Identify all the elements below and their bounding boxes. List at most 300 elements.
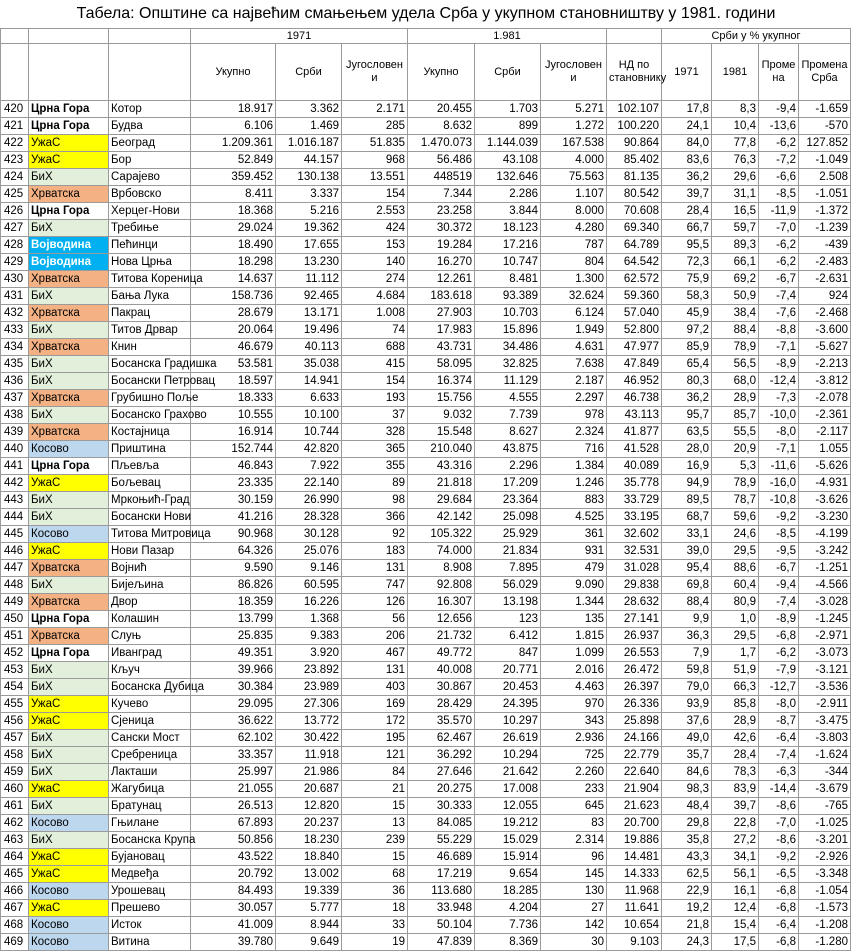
cell-total-1971: 64.326 — [191, 543, 276, 560]
cell-serbs-change: -1.049 — [799, 152, 851, 169]
cell-nd-per-capita: 27.141 — [607, 611, 662, 628]
cell-row-number: 455 — [1, 696, 29, 713]
cell-share-1971: 24,1 — [662, 118, 712, 135]
cell-row-number: 427 — [1, 220, 29, 237]
cell-serbs-change: 1.055 — [799, 441, 851, 458]
cell-serbs-1971: 18.230 — [276, 832, 342, 849]
cell-nd-per-capita: 19.886 — [607, 832, 662, 849]
cell-serbs-1971: 1.469 — [276, 118, 342, 135]
cell-share-1971: 28,4 — [662, 203, 712, 220]
cell-serbs-1981: 123 — [475, 611, 541, 628]
cell-yugoslavs-1981: 83 — [541, 815, 607, 832]
table-row — [1, 577, 851, 594]
cell-serbs-change: -2.926 — [799, 849, 851, 866]
cell-serbs-change: -765 — [799, 798, 851, 815]
cell-serbs-change: -1.573 — [799, 900, 851, 917]
cell-serbs-1971: 16.226 — [276, 594, 342, 611]
cell-nd-per-capita: 32.602 — [607, 526, 662, 543]
cell-serbs-change: -1.208 — [799, 917, 851, 934]
cell-total-1971: 16.914 — [191, 424, 276, 441]
cell-region: Хрватска — [29, 186, 109, 203]
cell-share-change: -10,0 — [759, 407, 799, 424]
cell-serbs-change: -439 — [799, 237, 851, 254]
cell-serbs-change: -2.971 — [799, 628, 851, 645]
cell-municipality: Будва — [109, 118, 191, 135]
cell-municipality: Мркоњић-Град — [109, 492, 191, 509]
cell-nd-per-capita: 59.360 — [607, 288, 662, 305]
cell-serbs-1971: 6.633 — [276, 390, 342, 407]
cell-serbs-change: -3.201 — [799, 832, 851, 849]
table-row — [1, 441, 851, 458]
cell-yugoslavs-1971: 366 — [342, 509, 408, 526]
cell-yugoslavs-1981: 1.384 — [541, 458, 607, 475]
cell-municipality: Сјеница — [109, 713, 191, 730]
cell-share-change: -7,4 — [759, 594, 799, 611]
cell-share-1971: 95,7 — [662, 407, 712, 424]
cell-municipality: Нова Црња — [109, 254, 191, 271]
cell-serbs-1981: 32.825 — [475, 356, 541, 373]
cell-share-1981: 55,5 — [712, 424, 759, 441]
header-yugo-1971: Југословени — [342, 44, 408, 101]
cell-total-1981: 30.372 — [408, 220, 475, 237]
cell-yugoslavs-1981: 30 — [541, 934, 607, 951]
cell-serbs-1971: 60.595 — [276, 577, 342, 594]
cell-share-change: -6,2 — [759, 645, 799, 662]
cell-yugoslavs-1971: 33 — [342, 917, 408, 934]
cell-serbs-change: -1.239 — [799, 220, 851, 237]
cell-total-1971: 18.333 — [191, 390, 276, 407]
cell-share-1981: 88,4 — [712, 322, 759, 339]
cell-total-1971: 90.968 — [191, 526, 276, 543]
cell-region: УжаС — [29, 713, 109, 730]
cell-yugoslavs-1981: 32.624 — [541, 288, 607, 305]
cell-share-1971: 35,7 — [662, 747, 712, 764]
cell-share-1971: 84,6 — [662, 764, 712, 781]
cell-yugoslavs-1971: 206 — [342, 628, 408, 645]
cell-yugoslavs-1971: 13.551 — [342, 169, 408, 186]
cell-total-1981: 92.808 — [408, 577, 475, 594]
cell-region: УжаС — [29, 543, 109, 560]
cell-serbs-1971: 28.328 — [276, 509, 342, 526]
cell-serbs-change: -2.468 — [799, 305, 851, 322]
cell-yugoslavs-1981: 2.187 — [541, 373, 607, 390]
cell-serbs-change: 127.852 — [799, 135, 851, 152]
cell-share-change: -6,7 — [759, 271, 799, 288]
cell-yugoslavs-1981: 1.949 — [541, 322, 607, 339]
cell-yugoslavs-1971: 15 — [342, 798, 408, 815]
cell-serbs-1971: 9.146 — [276, 560, 342, 577]
cell-share-1981: 28,4 — [712, 747, 759, 764]
cell-total-1971: 13.799 — [191, 611, 276, 628]
cell-serbs-1981: 15.029 — [475, 832, 541, 849]
cell-total-1971: 33.357 — [191, 747, 276, 764]
cell-share-1971: 75,9 — [662, 271, 712, 288]
cell-municipality: Бољевац — [109, 475, 191, 492]
cell-serbs-1981: 10.747 — [475, 254, 541, 271]
cell-nd-per-capita: 90.864 — [607, 135, 662, 152]
table-row — [1, 203, 851, 220]
cell-share-1981: 27,2 — [712, 832, 759, 849]
cell-serbs-change: -1.251 — [799, 560, 851, 577]
cell-share-1981: 16,5 — [712, 203, 759, 220]
cell-share-1981: 76,3 — [712, 152, 759, 169]
cell-region: БиХ — [29, 288, 109, 305]
cell-serbs-1971: 44.157 — [276, 152, 342, 169]
cell-region: Црна Гора — [29, 458, 109, 475]
cell-row-number: 452 — [1, 645, 29, 662]
cell-region: Хрватска — [29, 305, 109, 322]
cell-nd-per-capita: 57.040 — [607, 305, 662, 322]
cell-nd-per-capita: 25.898 — [607, 713, 662, 730]
cell-share-1971: 7,9 — [662, 645, 712, 662]
cell-serbs-1981: 6.412 — [475, 628, 541, 645]
cell-total-1981: 8.908 — [408, 560, 475, 577]
cell-municipality: Слуњ — [109, 628, 191, 645]
cell-nd-per-capita: 43.113 — [607, 407, 662, 424]
cell-serbs-change: -5.627 — [799, 339, 851, 356]
header-change-serbs: Промена Срба — [799, 44, 851, 101]
cell-row-number: 421 — [1, 118, 29, 135]
cell-serbs-1971: 8.944 — [276, 917, 342, 934]
cell-region: УжаС — [29, 849, 109, 866]
cell-share-change: -8,9 — [759, 611, 799, 628]
cell-serbs-1971: 30.128 — [276, 526, 342, 543]
cell-row-number: 453 — [1, 662, 29, 679]
cell-region: БиХ — [29, 679, 109, 696]
table-row — [1, 186, 851, 203]
cell-yugoslavs-1981: 130 — [541, 883, 607, 900]
cell-nd-per-capita: 102.107 — [607, 101, 662, 118]
cell-share-1981: 10,4 — [712, 118, 759, 135]
cell-yugoslavs-1981: 787 — [541, 237, 607, 254]
cell-serbs-1981: 7.736 — [475, 917, 541, 934]
table-row — [1, 339, 851, 356]
cell-total-1981: 20.275 — [408, 781, 475, 798]
cell-yugoslavs-1981: 804 — [541, 254, 607, 271]
cell-share-change: -8,5 — [759, 526, 799, 543]
cell-yugoslavs-1971: 126 — [342, 594, 408, 611]
cell-serbs-1981: 43.108 — [475, 152, 541, 169]
cell-row-number: 445 — [1, 526, 29, 543]
cell-row-number: 461 — [1, 798, 29, 815]
cell-share-change: -6,8 — [759, 934, 799, 951]
cell-total-1981: 27.646 — [408, 764, 475, 781]
cell-serbs-1971: 5.777 — [276, 900, 342, 917]
cell-total-1981: 74.000 — [408, 543, 475, 560]
cell-row-number: 460 — [1, 781, 29, 798]
cell-yugoslavs-1981: 978 — [541, 407, 607, 424]
cell-total-1981: 36.292 — [408, 747, 475, 764]
cell-region: БиХ — [29, 322, 109, 339]
cell-serbs-change: -3.679 — [799, 781, 851, 798]
cell-region: БиХ — [29, 730, 109, 747]
cell-share-1971: 95,5 — [662, 237, 712, 254]
cell-total-1981: 46.689 — [408, 849, 475, 866]
cell-total-1981: 55.229 — [408, 832, 475, 849]
cell-total-1971: 86.826 — [191, 577, 276, 594]
cell-yugoslavs-1971: 968 — [342, 152, 408, 169]
cell-row-number: 432 — [1, 305, 29, 322]
cell-serbs-change: -3.812 — [799, 373, 851, 390]
cell-share-1981: 85,7 — [712, 407, 759, 424]
header-total-1971: Укупно — [191, 44, 276, 101]
cell-share-change: -11,6 — [759, 458, 799, 475]
cell-share-change: -16,0 — [759, 475, 799, 492]
cell-yugoslavs-1981: 142 — [541, 917, 607, 934]
cell-share-1981: 78,9 — [712, 339, 759, 356]
cell-row-number: 425 — [1, 186, 29, 203]
cell-total-1981: 16.374 — [408, 373, 475, 390]
cell-serbs-change: -2.361 — [799, 407, 851, 424]
table-row — [1, 526, 851, 543]
cell-row-number: 431 — [1, 288, 29, 305]
table-row — [1, 917, 851, 934]
cell-serbs-change: -4.199 — [799, 526, 851, 543]
cell-yugoslavs-1971: 98 — [342, 492, 408, 509]
cell-total-1971: 25.835 — [191, 628, 276, 645]
cell-municipality: Титов Дрвар — [109, 322, 191, 339]
cell-serbs-1981: 8.481 — [475, 271, 541, 288]
cell-serbs-1971: 42.820 — [276, 441, 342, 458]
cell-share-change: -9,2 — [759, 849, 799, 866]
cell-serbs-1981: 23.364 — [475, 492, 541, 509]
cell-yugoslavs-1971: 37 — [342, 407, 408, 424]
cell-total-1981: 19.284 — [408, 237, 475, 254]
cell-yugoslavs-1981: 7.638 — [541, 356, 607, 373]
cell-serbs-change: -344 — [799, 764, 851, 781]
cell-total-1971: 28.679 — [191, 305, 276, 322]
cell-row-number: 424 — [1, 169, 29, 186]
cell-region: Косово — [29, 441, 109, 458]
cell-share-1971: 95,4 — [662, 560, 712, 577]
cell-total-1971: 18.917 — [191, 101, 276, 118]
cell-serbs-1981: 17.008 — [475, 781, 541, 798]
cell-share-1981: 77,8 — [712, 135, 759, 152]
cell-region: Хрватска — [29, 628, 109, 645]
cell-serbs-1981: 8.627 — [475, 424, 541, 441]
cell-total-1971: 18.298 — [191, 254, 276, 271]
cell-share-1981: 34,1 — [712, 849, 759, 866]
cell-serbs-1971: 22.140 — [276, 475, 342, 492]
cell-yugoslavs-1981: 2.297 — [541, 390, 607, 407]
cell-total-1971: 30.057 — [191, 900, 276, 917]
table-row — [1, 900, 851, 917]
cell-serbs-1981: 19.212 — [475, 815, 541, 832]
cell-nd-per-capita: 64.542 — [607, 254, 662, 271]
cell-row-number: 447 — [1, 560, 29, 577]
cell-share-1981: 1,0 — [712, 611, 759, 628]
cell-yugoslavs-1981: 2.314 — [541, 832, 607, 849]
table-row — [1, 169, 851, 186]
cell-serbs-1981: 34.486 — [475, 339, 541, 356]
cell-total-1981: 30.333 — [408, 798, 475, 815]
cell-yugoslavs-1981: 970 — [541, 696, 607, 713]
cell-yugoslavs-1981: 883 — [541, 492, 607, 509]
cell-serbs-1981: 7.895 — [475, 560, 541, 577]
cell-yugoslavs-1971: 285 — [342, 118, 408, 135]
cell-serbs-1971: 3.920 — [276, 645, 342, 662]
cell-serbs-1981: 93.389 — [475, 288, 541, 305]
cell-region: БиХ — [29, 169, 109, 186]
cell-total-1971: 18.597 — [191, 373, 276, 390]
cell-total-1971: 152.744 — [191, 441, 276, 458]
cell-row-number: 467 — [1, 900, 29, 917]
cell-municipality: Бијељина — [109, 577, 191, 594]
table-row — [1, 271, 851, 288]
cell-share-change: -8,5 — [759, 186, 799, 203]
cell-share-1981: 66,1 — [712, 254, 759, 271]
cell-region: БиХ — [29, 764, 109, 781]
cell-municipality: Сарајево — [109, 169, 191, 186]
cell-row-number: 450 — [1, 611, 29, 628]
header-1981: 1.981 — [408, 29, 607, 44]
cell-total-1981: 30.867 — [408, 679, 475, 696]
cell-yugoslavs-1971: 403 — [342, 679, 408, 696]
cell-yugoslavs-1971: 688 — [342, 339, 408, 356]
cell-nd-per-capita: 41.528 — [607, 441, 662, 458]
cell-region: УжаС — [29, 135, 109, 152]
cell-total-1981: 8.632 — [408, 118, 475, 135]
cell-share-1981: 38,4 — [712, 305, 759, 322]
cell-yugoslavs-1971: 92 — [342, 526, 408, 543]
cell-serbs-1971: 1.016.187 — [276, 135, 342, 152]
cell-row-number: 449 — [1, 594, 29, 611]
cell-total-1981: 16.307 — [408, 594, 475, 611]
cell-nd-per-capita: 9.103 — [607, 934, 662, 951]
cell-share-1971: 21,8 — [662, 917, 712, 934]
cell-total-1981: 40.008 — [408, 662, 475, 679]
cell-serbs-change: -2.483 — [799, 254, 851, 271]
cell-serbs-1981: 1.703 — [475, 101, 541, 118]
cell-total-1981: 21.818 — [408, 475, 475, 492]
table-body — [1, 101, 851, 951]
cell-yugoslavs-1981: 716 — [541, 441, 607, 458]
cell-serbs-1971: 30.422 — [276, 730, 342, 747]
cell-share-1981: 24,6 — [712, 526, 759, 543]
cell-total-1981: 20.455 — [408, 101, 475, 118]
cell-yugoslavs-1981: 145 — [541, 866, 607, 883]
cell-nd-per-capita: 22.779 — [607, 747, 662, 764]
cell-share-change: -11,9 — [759, 203, 799, 220]
cell-serbs-change: -1.659 — [799, 101, 851, 118]
cell-yugoslavs-1981: 479 — [541, 560, 607, 577]
cell-total-1971: 20.792 — [191, 866, 276, 883]
header-share-1981: 1981 — [712, 44, 759, 101]
cell-yugoslavs-1971: 19 — [342, 934, 408, 951]
cell-nd-per-capita: 29.838 — [607, 577, 662, 594]
cell-total-1981: 62.467 — [408, 730, 475, 747]
cell-share-1981: 12,4 — [712, 900, 759, 917]
cell-nd-per-capita: 11.968 — [607, 883, 662, 900]
header-nd-per-capita: НД по становнику — [607, 44, 662, 101]
cell-serbs-1971: 18.840 — [276, 849, 342, 866]
cell-serbs-1981: 43.875 — [475, 441, 541, 458]
table-row — [1, 152, 851, 169]
cell-total-1971: 62.102 — [191, 730, 276, 747]
cell-nd-per-capita: 64.789 — [607, 237, 662, 254]
cell-total-1971: 20.064 — [191, 322, 276, 339]
cell-total-1971: 84.493 — [191, 883, 276, 900]
cell-yugoslavs-1971: 89 — [342, 475, 408, 492]
cell-share-1981: 56,5 — [712, 356, 759, 373]
cell-share-1981: 20,9 — [712, 441, 759, 458]
cell-total-1981: 12.656 — [408, 611, 475, 628]
cell-serbs-1981: 25.929 — [475, 526, 541, 543]
cell-share-change: -6,2 — [759, 237, 799, 254]
cell-serbs-1971: 19.496 — [276, 322, 342, 339]
cell-region: УжаС — [29, 781, 109, 798]
cell-serbs-1981: 17.216 — [475, 237, 541, 254]
cell-yugoslavs-1981: 361 — [541, 526, 607, 543]
table-row — [1, 594, 851, 611]
cell-serbs-change: -2.117 — [799, 424, 851, 441]
cell-nd-per-capita: 69.340 — [607, 220, 662, 237]
cell-share-1971: 89,5 — [662, 492, 712, 509]
cell-share-change: -9,4 — [759, 577, 799, 594]
cell-total-1981: 50.104 — [408, 917, 475, 934]
cell-total-1971: 50.856 — [191, 832, 276, 849]
cell-share-1971: 68,7 — [662, 509, 712, 526]
cell-yugoslavs-1981: 931 — [541, 543, 607, 560]
cell-region: Црна Гора — [29, 118, 109, 135]
cell-total-1971: 52.849 — [191, 152, 276, 169]
cell-municipality: Двор — [109, 594, 191, 611]
cell-serbs-1971: 27.306 — [276, 696, 342, 713]
table-row — [1, 645, 851, 662]
cell-total-1971: 49.351 — [191, 645, 276, 662]
cell-serbs-change: -3.230 — [799, 509, 851, 526]
cell-municipality: Исток — [109, 917, 191, 934]
cell-share-1971: 16,9 — [662, 458, 712, 475]
cell-municipality: Прешево — [109, 900, 191, 917]
cell-municipality: Медвеђа — [109, 866, 191, 883]
cell-region: Косово — [29, 526, 109, 543]
cell-share-change: -8,6 — [759, 832, 799, 849]
cell-nd-per-capita: 22.640 — [607, 764, 662, 781]
cell-yugoslavs-1971: 74 — [342, 322, 408, 339]
table-row — [1, 135, 851, 152]
cell-yugoslavs-1981: 1.099 — [541, 645, 607, 662]
cell-share-change: -7,4 — [759, 747, 799, 764]
cell-share-1971: 66,7 — [662, 220, 712, 237]
cell-total-1981: 15.756 — [408, 390, 475, 407]
cell-share-change: -8,9 — [759, 356, 799, 373]
cell-serbs-1971: 130.138 — [276, 169, 342, 186]
cell-region: БиХ — [29, 798, 109, 815]
cell-yugoslavs-1971: 467 — [342, 645, 408, 662]
cell-serbs-1981: 15.914 — [475, 849, 541, 866]
cell-yugoslavs-1971: 169 — [342, 696, 408, 713]
cell-serbs-1971: 19.362 — [276, 220, 342, 237]
cell-yugoslavs-1971: 193 — [342, 390, 408, 407]
cell-serbs-1971: 11.918 — [276, 747, 342, 764]
cell-total-1981: 42.142 — [408, 509, 475, 526]
cell-yugoslavs-1981: 5.271 — [541, 101, 607, 118]
cell-row-number: 438 — [1, 407, 29, 424]
cell-serbs-1981: 847 — [475, 645, 541, 662]
cell-row-number: 463 — [1, 832, 29, 849]
cell-municipality: Војнић — [109, 560, 191, 577]
cell-yugoslavs-1981: 2.936 — [541, 730, 607, 747]
table-row — [1, 747, 851, 764]
cell-municipality: Грубишно Поље — [109, 390, 191, 407]
cell-row-number: 446 — [1, 543, 29, 560]
cell-share-change: -7,2 — [759, 152, 799, 169]
table-row — [1, 509, 851, 526]
cell-total-1981: 183.618 — [408, 288, 475, 305]
cell-row-number: 454 — [1, 679, 29, 696]
cell-municipality: Бор — [109, 152, 191, 169]
